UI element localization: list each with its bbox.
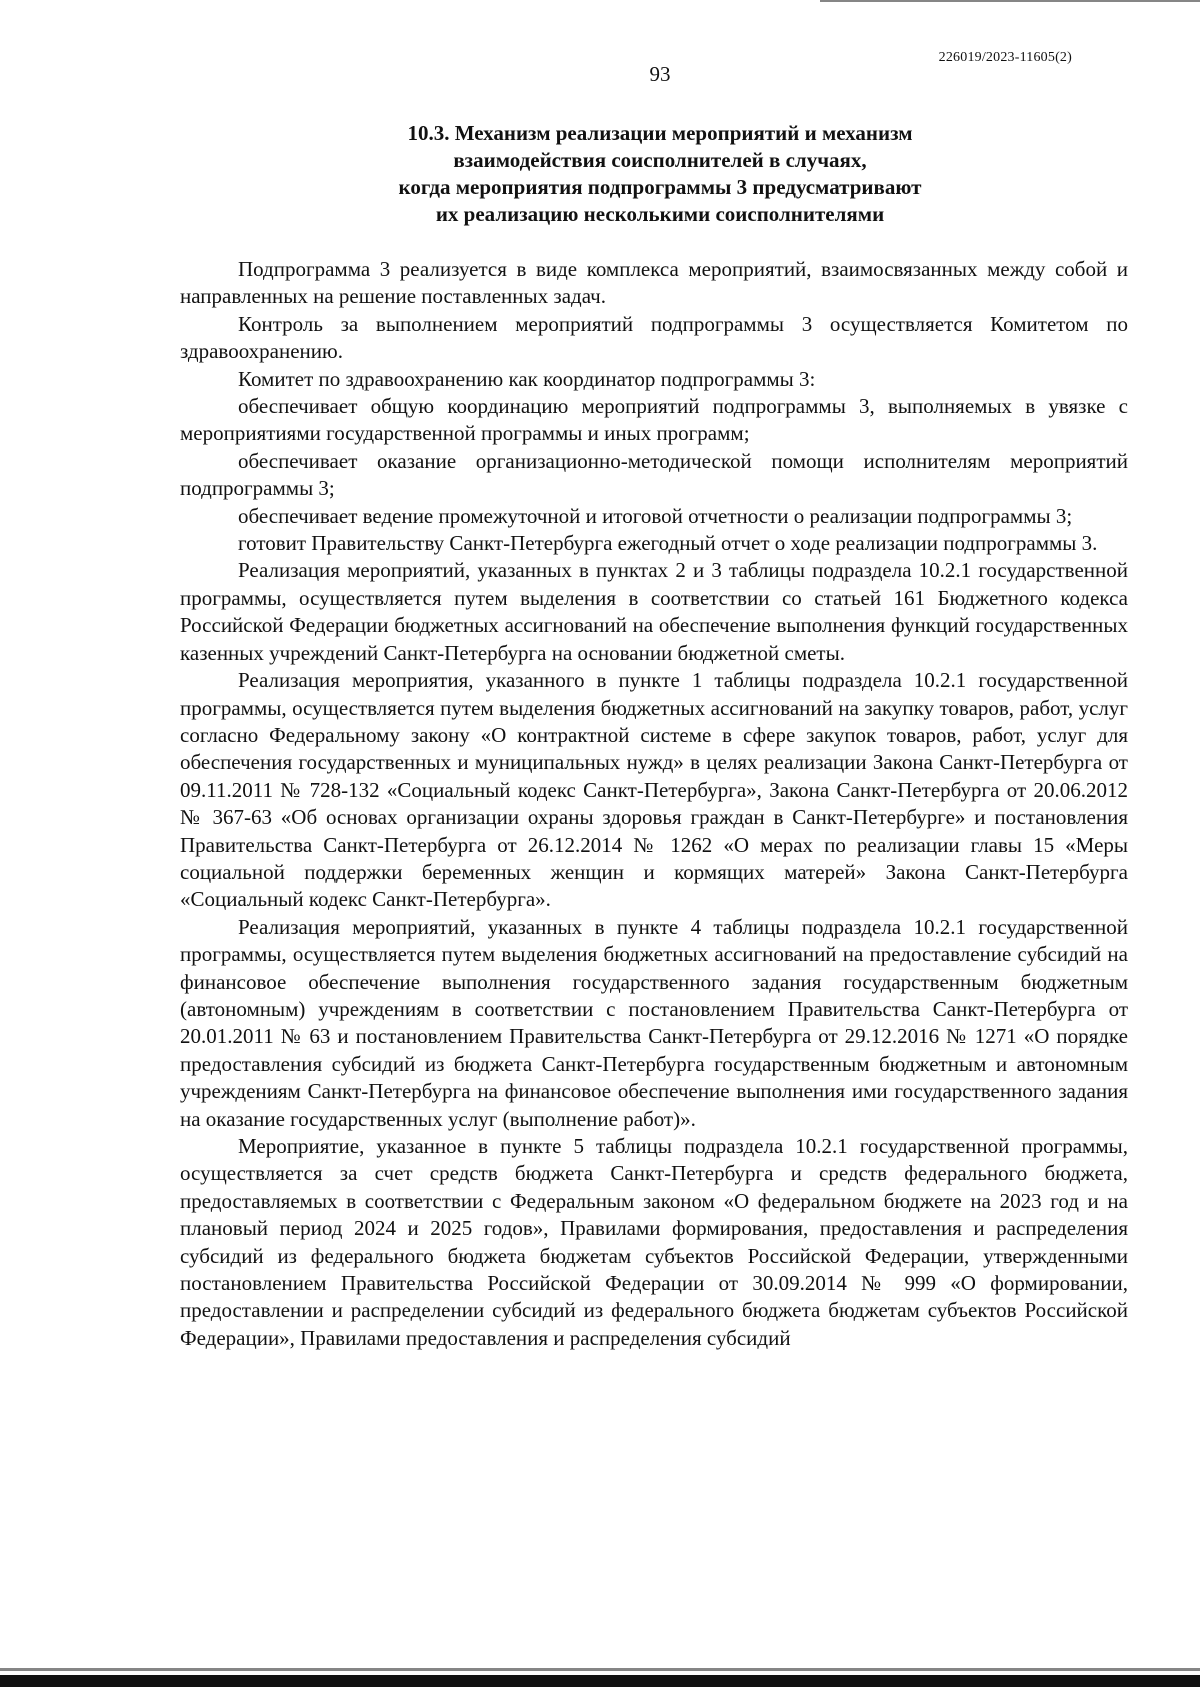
scan-edge-line-bottom bbox=[0, 1668, 1200, 1671]
body-paragraph: Реализация мероприятий, указанных в пункте 4 таблицы подраздела 10.2.1 государственной программы, осуществляется путем выделения бюджетных ассигнований на предоставление субсидий на финансовое обеспечение выполнения государственного задания государственным бюджетным (автономным) учреждениям в соответствии с постановлением Правительства Санкт-Петербурга от 20.01.2011 № 63 и постановлением Правительства Санкт-Петербурга от 29.12.2016 № 1271 «О порядке предоставления субсидий из бюджета Санкт-Петербурга государственным бюджетным и автономным учреждениям Санкт-Петербурга на финансовое обеспечение выполнения ими государственного задания на оказание государственных услуг (выполнение работ)». bbox=[180, 914, 1128, 1131]
scan-edge-line-top bbox=[820, 0, 1200, 2]
scan-edge-bar-bottom bbox=[0, 1675, 1200, 1687]
page-number: 93 bbox=[649, 62, 671, 86]
body-paragraph: обеспечивает общую координацию мероприятий подпрограммы 3, выполняемых в увязке с мероприятиями государственной программы и иных программ; bbox=[180, 394, 1128, 446]
section-heading-line: когда мероприятия подпрограммы 3 предусматривают bbox=[398, 175, 922, 199]
body-paragraph: обеспечивает ведение промежуточной и итоговой отчетности о реализации подпрограммы 3; bbox=[238, 503, 1073, 528]
body-paragraph: Подпрограмма 3 реализуется в виде комплекса мероприятий, взаимосвязанных между собой и направленных на решение поставленных задач. bbox=[180, 257, 1128, 309]
body-paragraph: Комитет по здравоохранению как координатор подпрограммы 3: bbox=[238, 366, 816, 391]
section-heading-line: взаимодействия соисполнителей в случаях, bbox=[453, 148, 867, 172]
body-paragraph: готовит Правительству Санкт-Петербурга ежегодный отчет о ходе реализации подпрограммы 3. bbox=[238, 531, 1098, 556]
body-paragraph: Реализация мероприятий, указанных в пунктах 2 и 3 таблицы подраздела 10.2.1 государственной программы, осуществляется путем выделения в соответствии со статьей 161 Бюджетного кодекса Российской Федерации бюджетных ассигнований на обеспечение выполнения функций государственных казенных учреждений Санкт-Петербурга на основании бюджетной сметы. bbox=[180, 558, 1128, 665]
section-heading bbox=[180, 120, 1140, 228]
section-heading-line: их реализацию несколькими соисполнителями bbox=[435, 202, 885, 226]
body-paragraph: Мероприятие, указанное в пункте 5 таблицы подраздела 10.2.1 государственной программы, осуществляется за счет средств бюджета Санкт-Петербурга и средств федерального бюджета, предоставляемых в соответствии с Федеральным законом «О федеральном бюджете на 2023 год и на плановый период 2024 и 2025 годов», Правилами формирования, предоставления и распределения субсидий из федерального бюджета бюджетам субъектов Российской Федерации, утвержденными постановлением Правительства Российской Федерации от 30.09.2014 № 999 «О формировании, предоставлении и распределении субсидий из федерального бюджета бюджетам субъектов Российской Федерации», Правилами предоставления и распределения субсидий bbox=[180, 1134, 1128, 1350]
body-paragraph: Реализация мероприятия, указанного в пункте 1 таблицы подраздела 10.2.1 государственной программы, осуществляется путем выделения бюджетных ассигнований на закупку товаров, работ, услуг согласно Федеральному закону «О контрактной системе в сфере закупок товаров, работ, услуг для обеспечения государственных и муниципальных нужд» в целях реализации Закона Санкт-Петербурга от 09.11.2011 № 728-132 «Социальный кодекс Санкт-Петербурга», Закона Санкт-Петербурга от 20.06.2012 № 367-63 «Об основах организации охраны здоровья граждан в Санкт-Петербурге» и постановления Правительства Санкт-Петербурга от 26.12.2014 № 1262 «О мерах по реализации главы 15 «Меры социальной поддержки беременных женщин и кормящих матерей» Закона Санкт-Петербурга «Социальный кодекс Санкт-Петербурга». bbox=[180, 668, 1128, 912]
document-registration-number: 226019/2023-11605(2) bbox=[938, 50, 1072, 65]
document-body bbox=[180, 256, 1128, 1352]
body-paragraph: обеспечивает оказание организационно-методической помощи исполнителям мероприятий подпрограммы 3; bbox=[180, 448, 1128, 501]
section-heading-line: 10.3. Механизм реализации мероприятий и механизм bbox=[407, 121, 913, 145]
body-paragraph: Контроль за выполнением мероприятий подпрограммы 3 осуществляется Комитетом по здравоохранению. bbox=[180, 311, 1128, 364]
